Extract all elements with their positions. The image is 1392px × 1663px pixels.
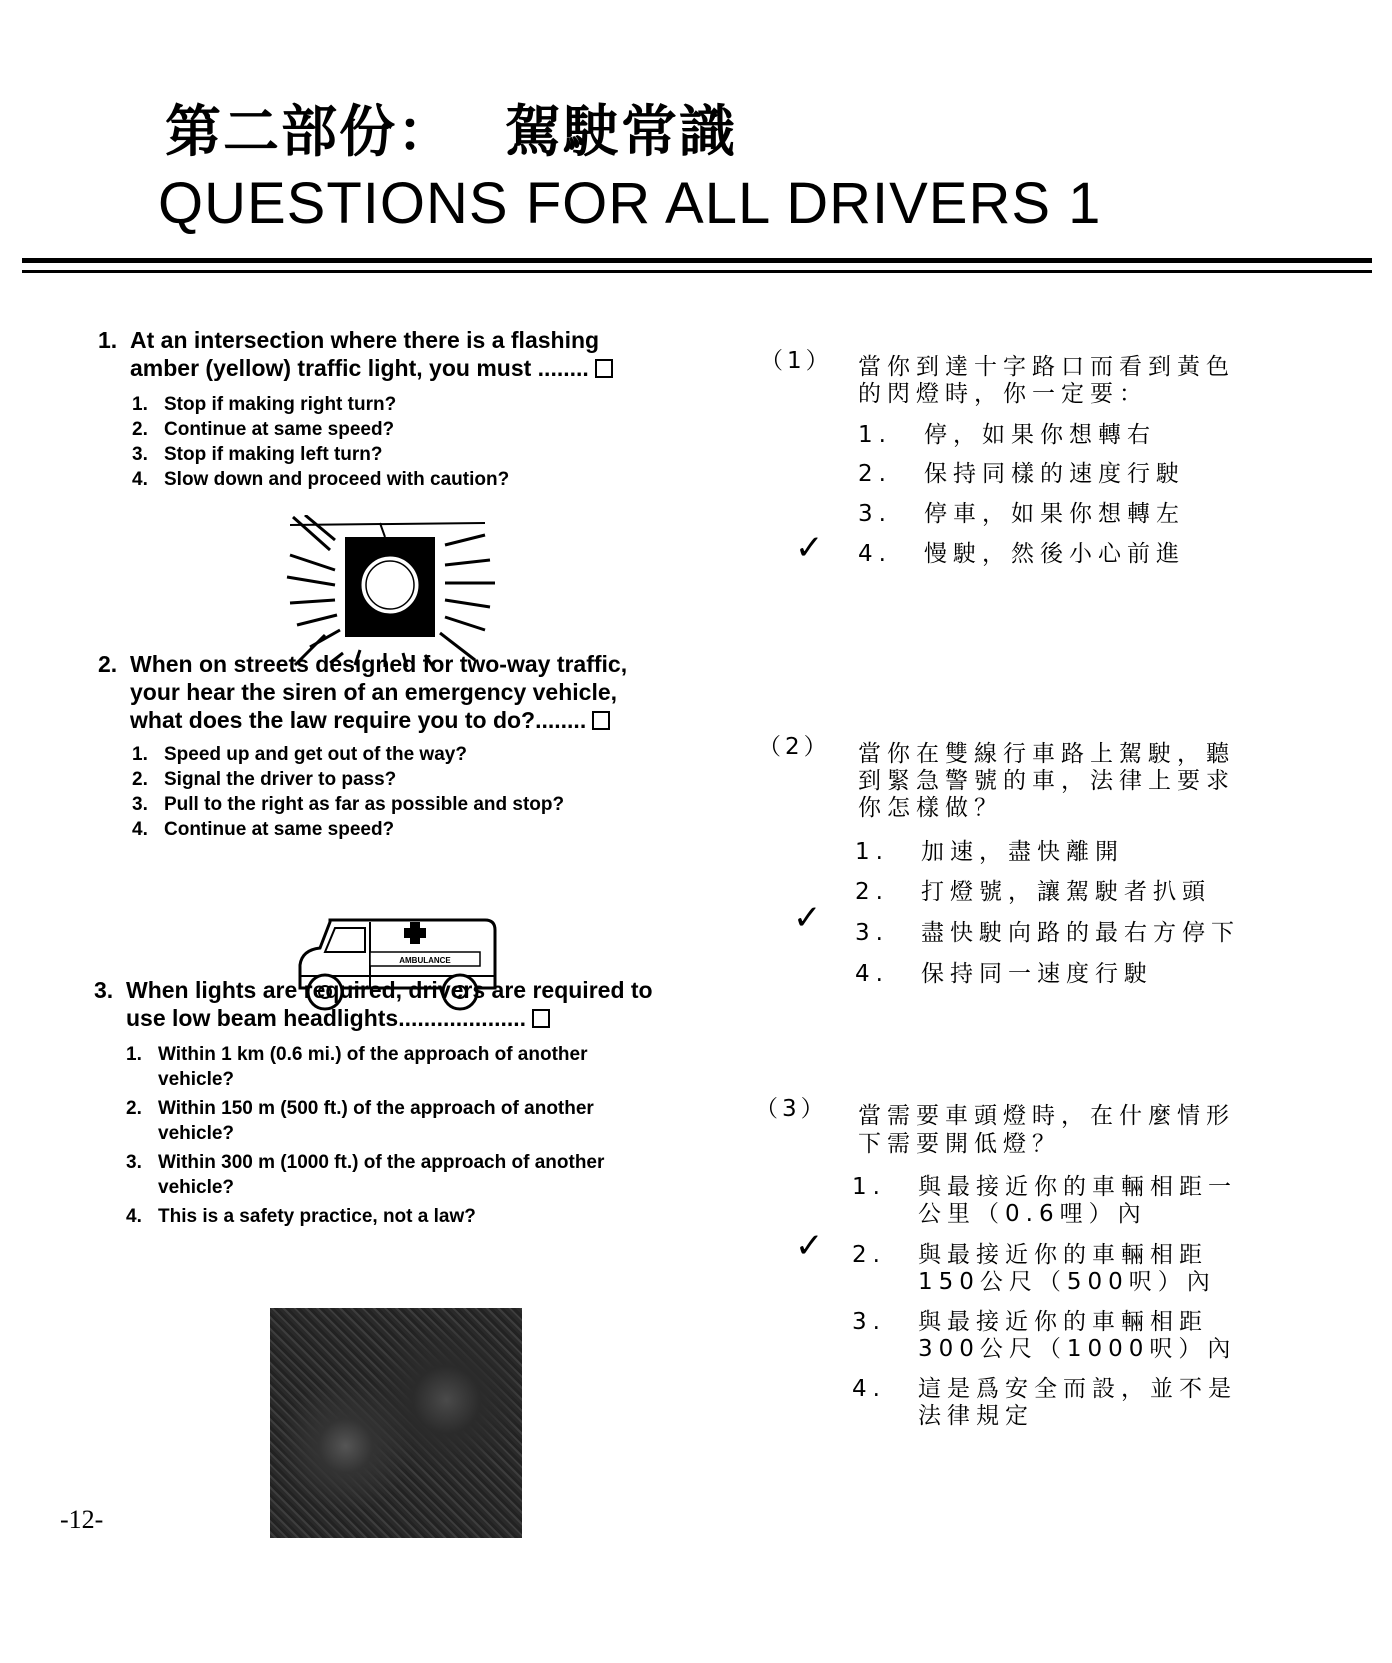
title-cn-part: 第二部份： — [165, 100, 455, 165]
page-title-english: QUESTIONS FOR ALL DRIVERS 1 — [158, 171, 1102, 236]
cn-option-1-cont: 公里（0.6哩）內 — [918, 1201, 1147, 1227]
question-2-options — [132, 742, 692, 842]
option-2-cont: vehicle? — [158, 1123, 235, 1144]
cn-question-number: （1） — [760, 348, 833, 374]
cn-question-text: 下需要開低燈？ — [858, 1131, 1061, 1157]
cn-option-1: 1. 加速，盡快離開 — [855, 839, 1124, 865]
option-1: 1. Stop if making right turn? — [132, 394, 397, 415]
option-2: 2. Signal the driver to pass? — [132, 769, 397, 790]
cn-question-text: 當需要車頭燈時，在什麼情形 — [858, 1103, 1235, 1129]
question-1 — [98, 326, 718, 386]
page-number: -12- — [60, 1505, 104, 1534]
question-text: amber (yellow) traffic light, you must ........ — [130, 354, 613, 382]
option-3: 3. Stop if making left turn? — [132, 444, 383, 465]
checkmark-icon: ✓ — [795, 1226, 824, 1266]
cn-option-1: 1. 與最接近你的車輛相距一 — [852, 1174, 1237, 1200]
checkmark-icon: ✓ — [793, 898, 822, 938]
answer-checkbox[interactable] — [595, 359, 613, 378]
cn-option-4: 4. 這是爲安全而設，並不是 — [852, 1376, 1237, 1402]
cn-question-number: （3） — [755, 1096, 828, 1122]
cn-question-text: 到緊急警號的車，法律上要求 — [858, 768, 1235, 794]
option-3: 3. Pull to the right as far as possible and stop? — [132, 794, 565, 815]
answer-checkbox[interactable] — [532, 1009, 550, 1028]
title-cn-subject: 駕駛常識 — [505, 100, 737, 165]
night-traffic-photo — [270, 1308, 522, 1538]
question-text: your hear the siren of an emergency vehicle, — [130, 679, 618, 705]
question-2 — [98, 650, 718, 740]
question-text: At an intersection where there is a flashing — [130, 327, 600, 353]
cn-option-2: 2. 打燈號，讓駕駛者扒頭 — [855, 879, 1211, 905]
option-1: 1. Speed up and get out of the way? — [132, 744, 467, 765]
question-number: 1. — [98, 327, 118, 353]
question-number: 3. — [94, 977, 114, 1003]
option-2: 2. Continue at same speed? — [132, 419, 395, 440]
question-number: 2. — [98, 651, 118, 677]
answer-checkbox[interactable] — [592, 711, 610, 730]
cn-question-text: 你怎樣做？ — [858, 795, 1003, 821]
cn-option-4: 4. 保持同一速度行駛 — [855, 961, 1153, 987]
page-title-chinese — [165, 88, 737, 168]
cn-option-4-cont: 法律規定 — [918, 1403, 1034, 1429]
cn-option-2: 2. 與最接近你的車輛相距 — [852, 1242, 1208, 1268]
title-divider-thin — [22, 270, 1372, 273]
option-4: 4. Slow down and proceed with caution? — [132, 469, 510, 490]
cn-question-number: （2） — [758, 734, 831, 760]
question-1-options — [132, 392, 692, 492]
question-text: what does the law require you to do?........ — [130, 706, 610, 734]
cn-option-4: 4. 慢駛，然後小心前進 — [858, 541, 1185, 567]
cn-question-text: 當你在雙線行車路上駕駛，聽 — [858, 741, 1235, 767]
cn-option-2: 2. 保持同樣的速度行駛 — [858, 461, 1185, 487]
question-3 — [94, 976, 714, 1036]
cn-option-3: 3. 盡快駛向路的最右方停下 — [855, 920, 1240, 946]
question-3-options — [126, 1042, 726, 1229]
cn-option-2-cont: 150公尺（500呎）內 — [918, 1269, 1216, 1295]
question-text: use low beam headlights.................... — [126, 1004, 550, 1032]
checkmark-icon: ✓ — [795, 528, 824, 568]
option-3-cont: vehicle? — [158, 1177, 235, 1198]
ambulance-label: AMBULANCE — [399, 956, 451, 965]
question-text: When lights are required, drivers are required to — [126, 977, 653, 1003]
cn-option-3-cont: 300公尺（1000呎）內 — [918, 1336, 1237, 1362]
cn-option-3: 3. 與最接近你的車輛相距 — [852, 1309, 1208, 1335]
cn-question-text: 當你到達十字路口而看到黃色 — [858, 354, 1235, 380]
option-2: 2. Within 150 m (500 ft.) of the approach of another — [126, 1098, 594, 1119]
option-4: 4. This is a safety practice, not a law? — [126, 1206, 476, 1227]
option-3: 3. Within 300 m (1000 ft.) of the approach of another — [126, 1152, 605, 1173]
cn-option-3: 3. 停車，如果你想轉左 — [858, 501, 1185, 527]
question-text: When on streets designed for two-way traffic, — [130, 651, 628, 677]
option-1-cont: vehicle? — [158, 1069, 235, 1090]
cn-question-text: 的閃燈時，你一定要： — [858, 381, 1148, 407]
cn-option-1: 1. 停，如果你想轉右 — [858, 422, 1156, 448]
option-1: 1. Within 1 km (0.6 mi.) of the approach of another — [126, 1044, 588, 1065]
title-divider — [22, 258, 1372, 263]
option-4: 4. Continue at same speed? — [132, 819, 395, 840]
